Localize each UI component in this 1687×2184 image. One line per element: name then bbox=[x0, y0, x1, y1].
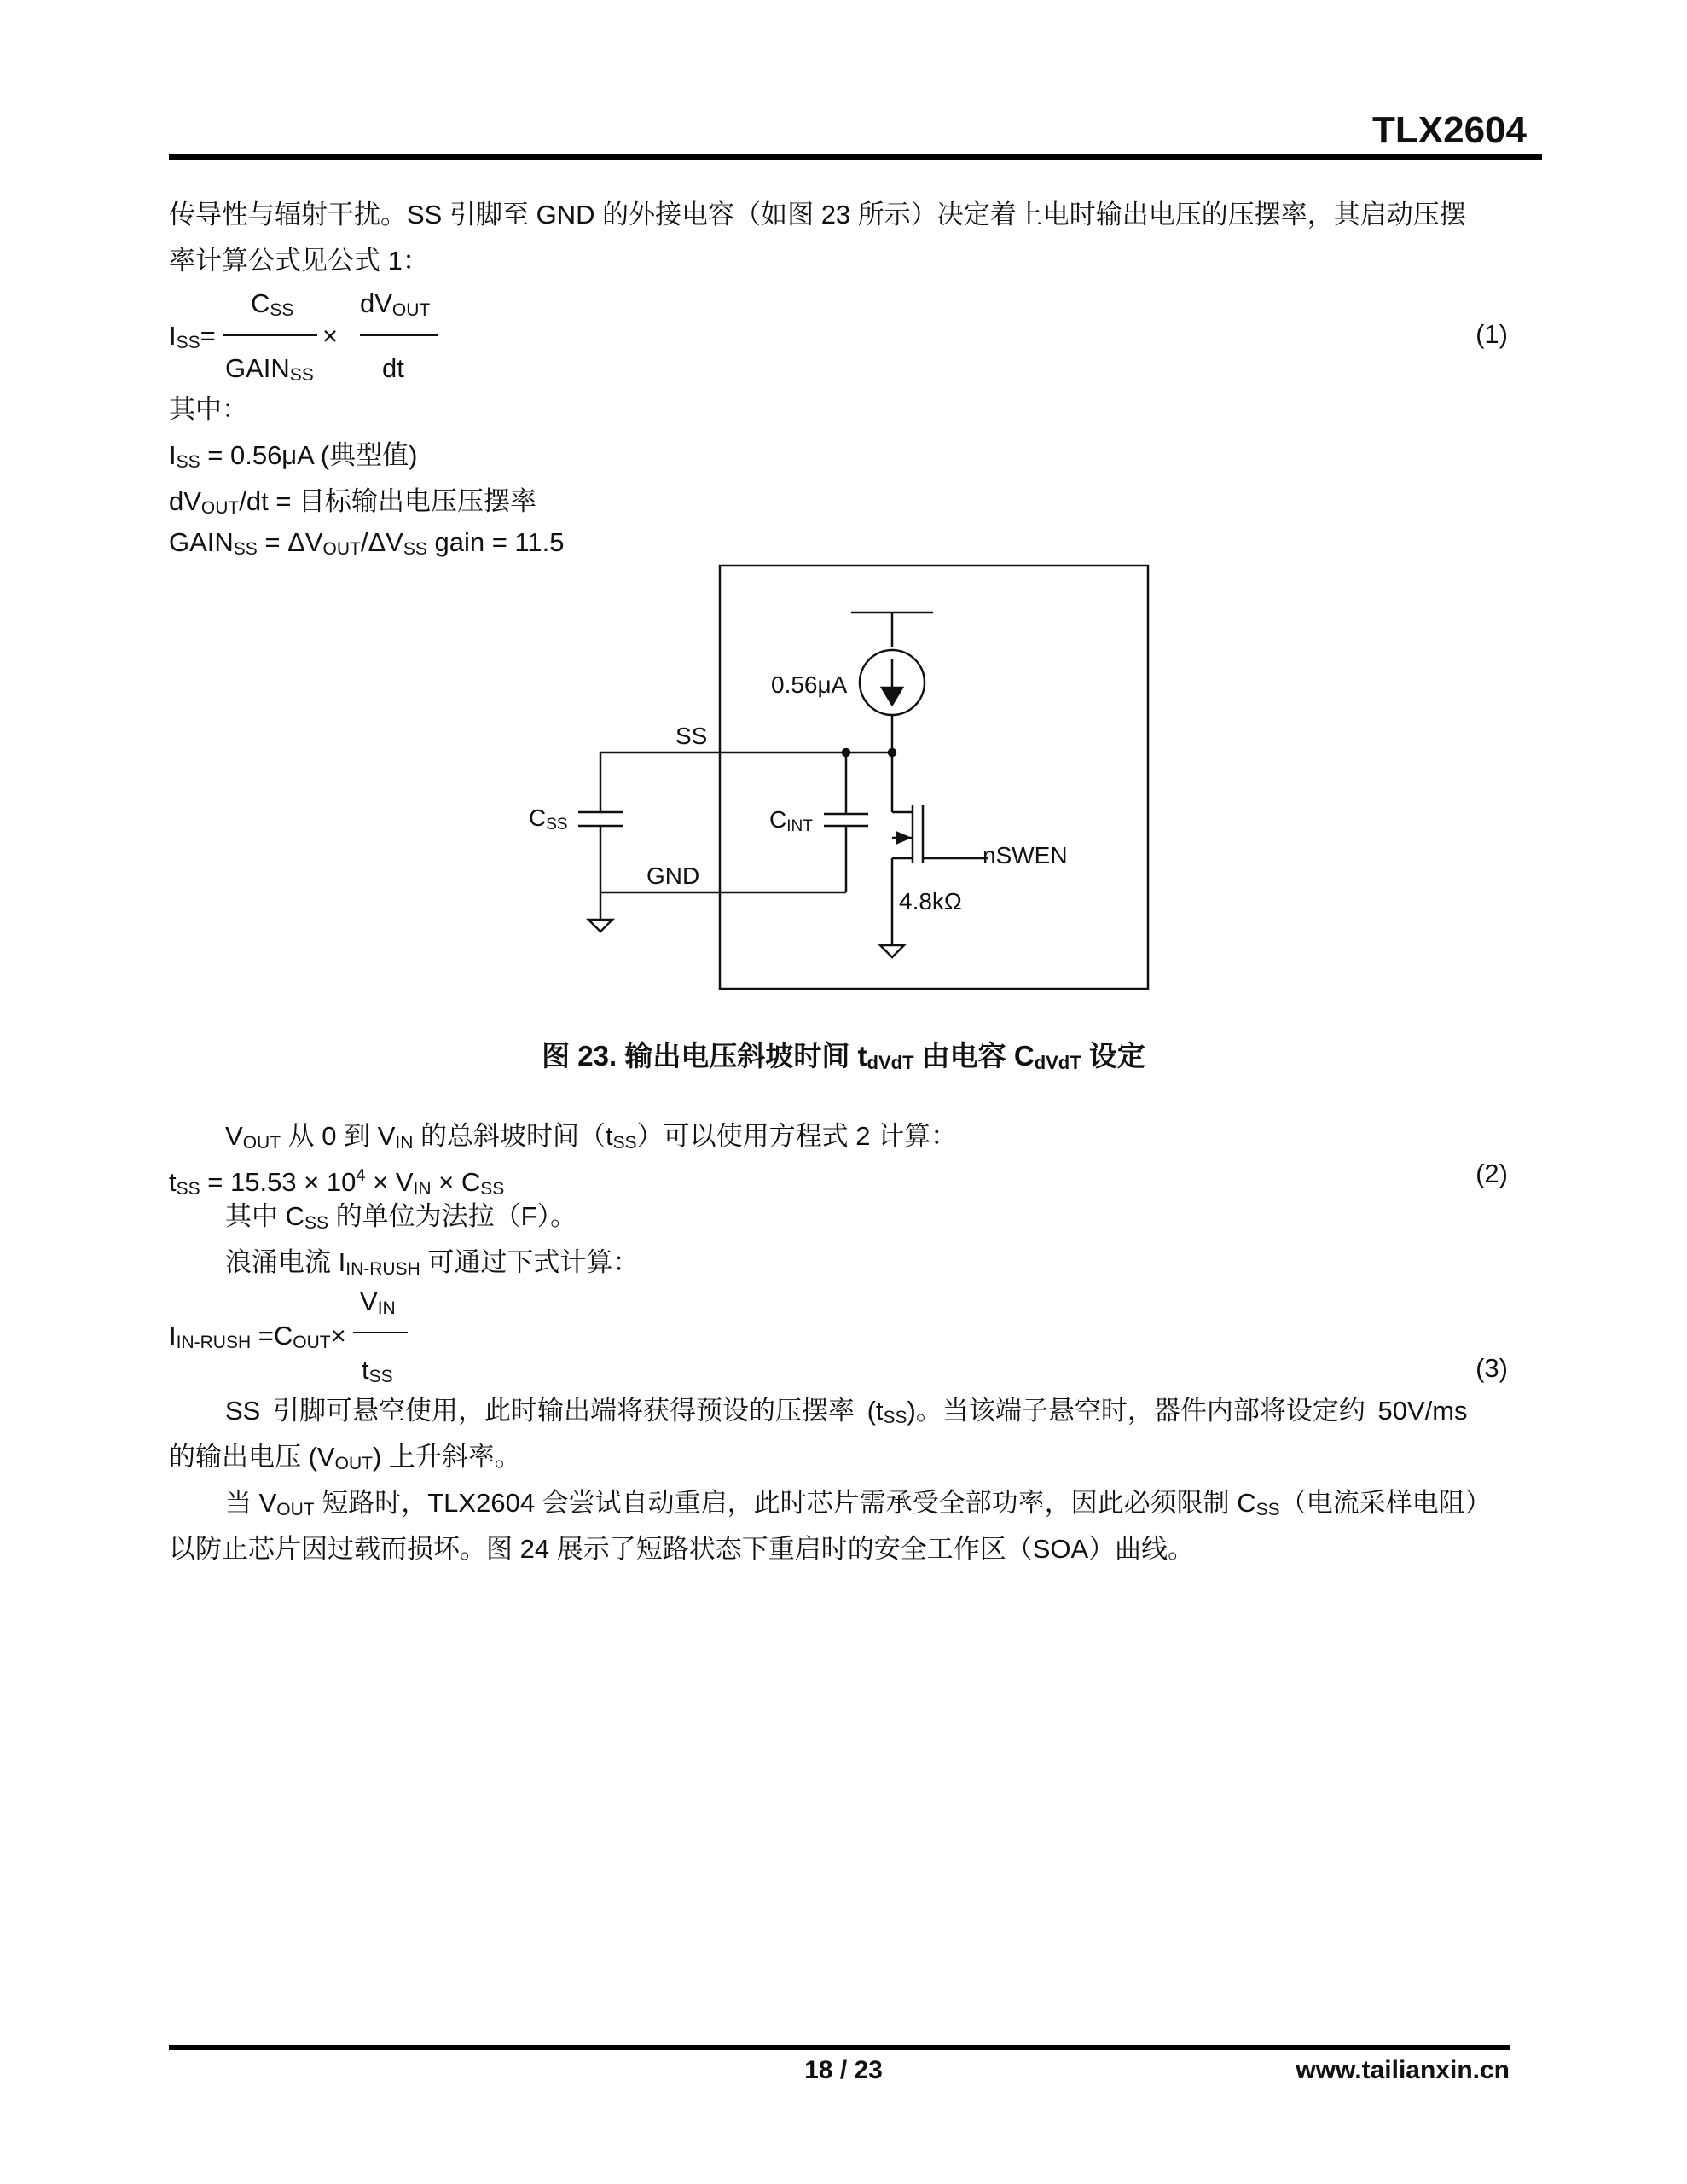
cint-label: CINT bbox=[769, 806, 813, 835]
eq1-frac1-denominator: $GAIN_{SS}$ bbox=[225, 353, 314, 385]
intro-line-2: 率计算公式见公式 1： bbox=[169, 246, 429, 276]
website-link[interactable]: www.tailianxin.cn bbox=[1296, 2056, 1510, 2084]
junction-dot-cint bbox=[843, 749, 849, 756]
short-line-2: 以防止芯片因过载而损坏。图 24 展示了短路状态下重启时的安全工作区（SOA）曲线。 bbox=[169, 1534, 1195, 1564]
eq3-numerator: $V_{IN}$ bbox=[360, 1287, 396, 1318]
where-iss: $I_{SS} = 0.56\mu A$ (典型值) bbox=[169, 440, 418, 472]
ground-symbol-right bbox=[880, 945, 904, 957]
where-gain: $GAIN_{SS} = \Delta V_{OUT}/\Delta V_{SS}$ gain = 11.5 bbox=[169, 527, 565, 559]
tss-intro: $V_{OUT}$ 从 0 到 $V_{IN}$ 的总斜坡时间$(t_{SS})$可以使用方程式 2 计算： bbox=[225, 1121, 958, 1153]
css-label: CSS bbox=[529, 804, 568, 834]
ss-pin-label: SS bbox=[675, 723, 708, 749]
current-source-label: 0.56μA bbox=[771, 671, 848, 698]
where-label: 其中： bbox=[169, 394, 248, 424]
junction-dot-source bbox=[889, 749, 896, 756]
inrush-intro: 浪涌电流 $I_{IN-RUSH}$ 可通过下式计算： bbox=[225, 1247, 640, 1279]
document-title: TLX2604 bbox=[1372, 109, 1527, 151]
intro-line-1: 传导性与辐射干扰。SS 引脚至 GND 的外接电容（如图 23 所示）决定着上电时输出电压的压摆率，其启动压摆 bbox=[169, 200, 1466, 229]
current-arrow-head bbox=[882, 688, 902, 705]
eq2-number: (2) bbox=[1475, 1159, 1508, 1188]
eq1-frac2-numerator: $dV_{OUT}$ bbox=[360, 288, 431, 320]
ground-symbol-left bbox=[588, 920, 612, 932]
where-dvout: $dV_{OUT}/dt$ = 目标输出电压压摆率 bbox=[169, 486, 537, 518]
equation-2: $t_{SS} = 15.53 \times 10^4 \times V_{IN} \times C_{SS}$ bbox=[169, 1166, 505, 1199]
circuit-diagram bbox=[0, 0, 1687, 1024]
eq1-frac2-denominator: dt bbox=[382, 353, 404, 383]
eq3-number: (3) bbox=[1475, 1353, 1508, 1383]
page-number: 18 / 23 bbox=[804, 2056, 883, 2084]
eq1-times: × bbox=[322, 321, 339, 351]
eq3-fraction-line bbox=[353, 1332, 408, 1333]
figure-caption: 图 23. 输出电压斜坡时间 $t_{dVdT}$ 由电容 $C_{dVdT}$ 设定 bbox=[542, 1040, 1145, 1073]
eq1-number: (1) bbox=[1475, 319, 1508, 349]
gnd-pin-label: GND bbox=[646, 863, 700, 889]
eq1-lhs: $I_{SS}=$ bbox=[169, 321, 216, 352]
eq3-denominator: $t_{SS}$ bbox=[362, 1355, 393, 1386]
ic-boundary-box bbox=[720, 566, 1148, 989]
nswen-label: nSWEN bbox=[983, 842, 1068, 868]
resistor-label: 4.8kΩ bbox=[899, 888, 962, 915]
float-line-1: SS 引脚可悬空使用，此时输出端将获得预设的压摆率 $(t_{SS})$。当该端子悬空时，器件内部将设定约 50V/ms bbox=[225, 1396, 1468, 1427]
short-line-1: 当 $V_{OUT}$ 短路时，TLX2604 会尝试自动重启，此时芯片需承受全部功率，因此必须限制 $C_{SS}$（电流采样电阻） bbox=[225, 1488, 1492, 1519]
unit-note: 其中 $C_{SS}$ 的单位为法拉（F）。 bbox=[225, 1201, 577, 1233]
body-diode-arrow bbox=[897, 833, 909, 843]
eq1-frac1-numerator: $C_{SS}$ bbox=[251, 288, 294, 320]
footer-rule bbox=[169, 2045, 1510, 2050]
float-line-2: 的输出电压 $(V_{OUT})$ 上升斜率。 bbox=[169, 1442, 521, 1473]
eq3-lhs: $I_{IN-RUSH} =C_{OUT}\times$ bbox=[169, 1321, 346, 1352]
